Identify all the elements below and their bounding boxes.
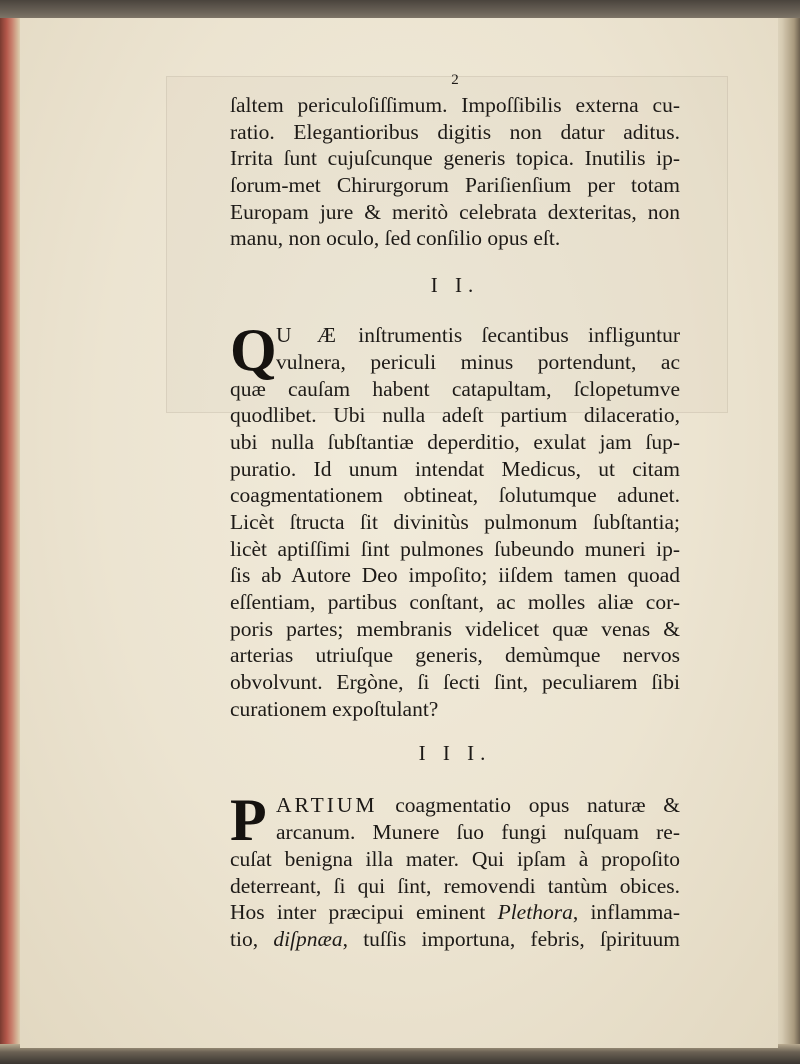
text-line: curationem expoſtulant? [230,696,439,721]
text-line: ſis ab Autore Deo impoſito; iiſdem tamen quoad [230,563,680,588]
first-line-rest: coagmentatio opus naturæ & [395,793,680,818]
section-heading-3: I I I. [418,741,492,766]
text-line: cuſat benigna illa mater. Qui ipſam à propoſito [230,846,680,871]
text-line [230,792,680,819]
section-3-paragraph [230,787,680,952]
text-line: arcanum. Munere ſuo fungi nuſquam re- [276,820,680,845]
intro-paragraph [230,92,680,252]
text-line: obvolvunt. Ergòne, ſi ſecti ſint, peculiarem ſibi [230,670,680,695]
lead-word: U Æ [276,323,339,348]
text-line: deterreant, ſi qui ſint, removendi tantùm obices. [230,873,680,898]
italic-term-plethora: Plethora [497,900,573,925]
text-line [230,926,680,953]
section-heading-2: I I. [430,273,480,298]
first-line-rest: inſtrumentis ſecantibus infliguntur [358,323,680,348]
text-line: ubi nulla ſubſtantiæ deperditio, exulat jam ſup- [230,429,680,454]
text-line: ſaltem periculoſiſſimum. Impoſſibilis externa cu- [230,93,680,117]
text-line: poris partes; membranis videlicet quæ venas & [230,616,680,641]
page-text [230,70,680,953]
page-number: 2 [451,72,459,88]
text-line: Licèt ſtructa ſit divinitùs pulmonum ſubſtantia; [230,509,680,534]
lead-word: ARTIUM [276,793,378,818]
text-line: manu, non oculo, ſed conſilio opus eſt. [230,226,561,251]
text-line: coagmentationem obtineat, ſolutumque adunet. [230,483,680,508]
text-line: Europam jure & meritò celebrata dexteritas, non [230,199,680,224]
text-line: quodlibet. Ubi nulla adeſt partium dilaceratio, [230,403,680,428]
text-line: ſorum-met Chirurgorum Pariſienſium per totam [230,173,680,198]
text-line [230,322,680,349]
text-line [230,899,680,926]
text-line: arterias utriuſque generis, demùmque nervos [230,643,680,668]
text-line: quæ cauſam habent catapultam, ſclopetumve [230,376,680,401]
line-start: tio, [230,926,259,951]
text-line: eſſentiam, partibus conſtant, ac molles aliæ cor- [230,590,680,614]
drop-cap-p: P [230,787,267,854]
line-end: , tuſſis importuna, febris, ſpirituum [342,926,680,951]
text-line: vulnera, periculi minus portendunt, ac [276,349,680,374]
section-2-paragraph [230,317,680,722]
text-line: ratio. Elegantioribus digitis non datur aditus. [230,119,680,144]
line-start: Hos inter præcipui eminent [230,900,486,925]
text-line: Irrita ſunt cujuſcunque generis topica. Inutilis ip- [230,146,680,171]
left-page-edge [0,18,22,1048]
line-end: , inflamma- [572,900,680,925]
text-line: puratio. Id unum intendat Medicus, ut citam [230,456,680,481]
drop-cap-q: Q [230,317,277,384]
italic-term-dispnaea: diſpnæa [273,926,343,951]
text-line: licèt aptiſſimi ſint pulmones ſubeundo muneri ip- [230,536,680,561]
